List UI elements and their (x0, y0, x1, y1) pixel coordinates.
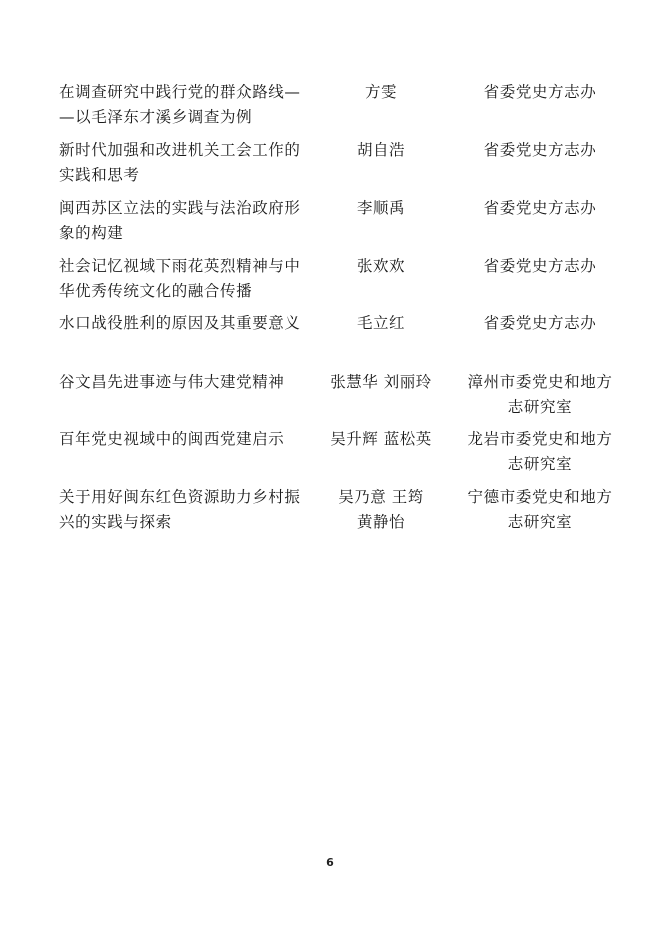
author-line: 方雯 (364, 83, 397, 101)
paper-author (318, 311, 444, 336)
title-line: —以毛泽东才溪乡调查为例 (59, 108, 253, 126)
unit-line: 省委党史方志办 (483, 314, 597, 332)
unit-line: 省委党史方志办 (483, 83, 597, 101)
unit-line: 省委党史方志办 (483, 257, 597, 275)
unit-line: 宁德市委党史和地方 (467, 488, 613, 506)
paper-author (318, 196, 444, 221)
unit-line: 志研究室 (507, 398, 573, 416)
author-unit (460, 370, 620, 420)
title-line: 在调查研究中践行党的群众路线— (59, 83, 301, 101)
paper-title (59, 370, 309, 395)
paper-title (59, 196, 309, 246)
author-unit (460, 80, 620, 105)
author-line: 胡自浩 (356, 141, 405, 159)
title-line: 华优秀传统文化的融合传播 (59, 282, 253, 300)
unit-line: 龙岩市委党史和地方 (467, 430, 613, 448)
paper-title (59, 80, 309, 130)
paper-title (59, 485, 309, 535)
title-line: 实践和思考 (59, 166, 140, 184)
title-line: 兴的实践与探索 (59, 513, 172, 531)
title-line: 象的构建 (59, 224, 124, 242)
title-line: 新时代加强和改进机关工会工作的 (59, 141, 301, 159)
unit-line: 漳州市委党史和地方 (467, 373, 613, 391)
author-line: 张慧华 刘丽玲 (330, 373, 432, 391)
paper-author (318, 80, 444, 105)
title-line: 关于用好闽东红色资源助力乡村振 (59, 488, 301, 506)
author-unit (460, 138, 620, 163)
paper-title (59, 311, 309, 336)
author-line: 李顺禹 (356, 199, 405, 217)
author-unit (460, 254, 620, 279)
author-line: 黄静怡 (356, 513, 405, 531)
author-unit (460, 427, 620, 477)
title-line: 水口战役胜利的原因及其重要意义 (59, 314, 301, 332)
unit-line: 志研究室 (507, 513, 573, 531)
paper-author (318, 254, 444, 279)
paper-author (318, 427, 444, 452)
paper-author (318, 485, 444, 535)
author-line: 吴升辉 蓝松英 (330, 430, 432, 448)
author-line: 吴乃意 王筠 (338, 488, 424, 506)
author-line: 张欢欢 (356, 257, 405, 275)
paper-author (318, 370, 444, 395)
paper-title (59, 138, 309, 188)
title-line: 谷文昌先进事迹与伟大建党精神 (59, 373, 285, 391)
paper-author (318, 138, 444, 163)
author-unit (460, 485, 620, 535)
page-number: 6 (326, 856, 334, 869)
title-line: 社会记忆视域下雨花英烈精神与中 (59, 257, 301, 275)
author-unit (460, 196, 620, 221)
unit-line: 省委党史方志办 (483, 199, 597, 217)
title-line: 百年党史视域中的闽西党建启示 (59, 430, 285, 448)
author-line: 毛立红 (356, 314, 405, 332)
paper-title (59, 427, 309, 452)
unit-line: 志研究室 (507, 455, 573, 473)
author-unit (460, 311, 620, 336)
unit-line: 省委党史方志办 (483, 141, 597, 159)
title-line: 闽西苏区立法的实践与法治政府形 (59, 199, 301, 217)
paper-title (59, 254, 309, 304)
